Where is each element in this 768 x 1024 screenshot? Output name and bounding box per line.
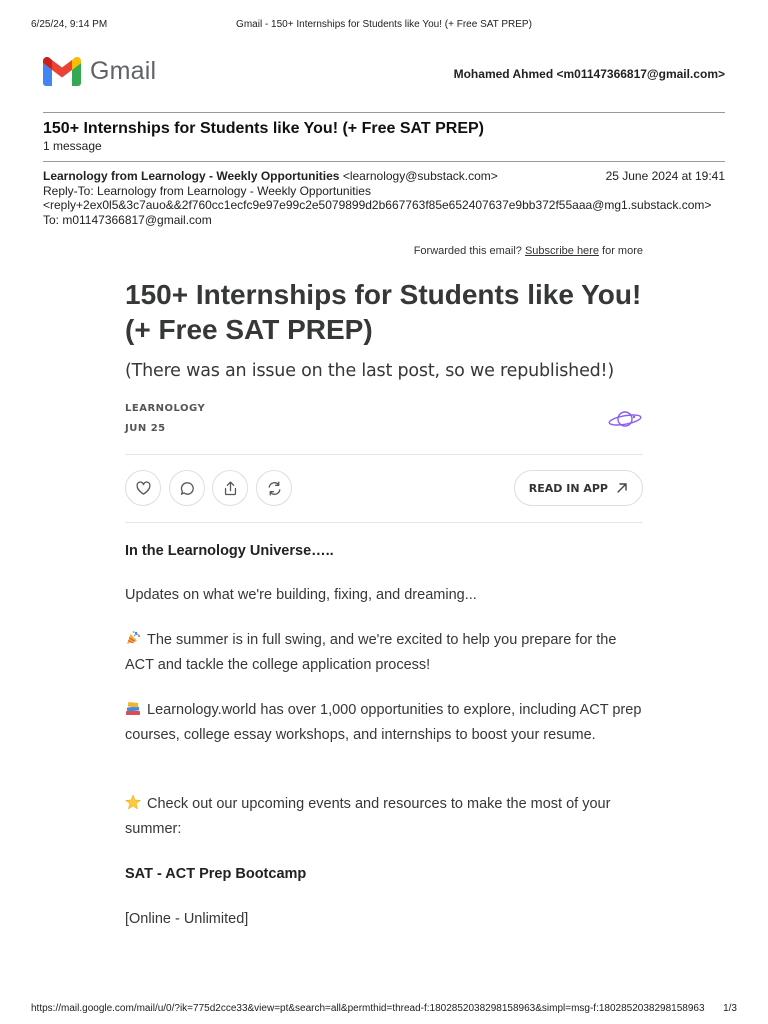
section-heading: SAT - ACT Prep Bootcamp (125, 866, 307, 882)
paragraph: [Online - Unlimited] (125, 911, 249, 927)
divider (125, 522, 643, 523)
sender-email: <learnology@substack.com> (342, 169, 498, 183)
star-icon (125, 794, 141, 810)
divider (43, 161, 725, 162)
recipient-line: To: m01147366817@gmail.com (43, 212, 212, 227)
paragraph: Learnology.world has over 1,000 opportunities to explore, including ACT prep courses, college essay workshops, and internships to boost your resume. (125, 702, 642, 743)
sender-name: Learnology from Learnology - Weekly Opportunities (43, 169, 340, 183)
account-label: Mohamed Ahmed <m01147366817@gmail.com> (453, 67, 725, 81)
print-datetime: 6/25/24, 9:14 PM (31, 19, 108, 30)
reply-to-line: Reply-To: Learnology from Learnology - Weekly Opportunities (43, 183, 371, 198)
planet-icon[interactable] (607, 408, 643, 430)
paragraph: Check out our upcoming events and resources to make the most of your summer: (125, 796, 611, 837)
print-url: https://mail.google.com/mail/u/0/?ik=775d2cce33&view=pt&search=all&permthid=thread-f:1802852038298158963&simpl=msg-f:1802852038298158963 (31, 1003, 705, 1014)
paragraph: Updates on what we're building, fixing, and dreaming... (125, 587, 477, 603)
share-button[interactable] (212, 470, 248, 506)
read-in-app-button[interactable] (514, 470, 643, 506)
comment-button[interactable] (169, 470, 205, 506)
restack-icon (266, 480, 283, 497)
restack-button[interactable] (256, 470, 292, 506)
share-icon (222, 480, 239, 497)
subscribe-link[interactable]: Subscribe here (524, 245, 599, 257)
party-popper-icon (125, 630, 141, 646)
post-author[interactable]: LEARNOLOGY (125, 403, 206, 414)
books-icon (125, 700, 141, 716)
read-in-app-label: READ IN APP (528, 481, 608, 495)
divider (125, 454, 643, 455)
thread-subject: 150+ Internships for Students like You! (+ Free SAT PREP) (43, 120, 484, 137)
message-header (43, 169, 725, 227)
arrow-up-right-icon (616, 482, 628, 494)
forward-notice (414, 245, 643, 257)
post-subtitle: (There was an issue on the last post, so we republished!) (125, 361, 614, 381)
like-button[interactable] (125, 470, 161, 506)
gmail-m-icon (43, 57, 81, 86)
paragraph: The summer is in full swing, and we're excited to help you prepare for the ACT and tackle the college application process! (125, 632, 617, 673)
message-date: 25 June 2024 at 19:41 (605, 169, 725, 183)
print-page-title: Gmail - 150+ Internships for Students like You! (+ Free SAT PREP) (236, 19, 532, 30)
gmail-logo[interactable] (43, 57, 156, 86)
print-page-number: 1/3 (723, 1003, 737, 1014)
message-count: 1 message (43, 139, 102, 153)
heart-icon (135, 480, 152, 497)
gmail-logo-text: Gmail (90, 57, 157, 85)
forward-prefix: Forwarded this email? (413, 245, 522, 257)
post-title: 150+ Internships for Students like You! (+ Free SAT PREP) (125, 279, 642, 345)
section-heading: In the Learnology Universe….. (125, 543, 334, 559)
divider (43, 112, 725, 113)
post-actions (125, 470, 643, 508)
comment-icon (179, 480, 196, 497)
gmail-header (43, 57, 725, 93)
post-date: JUN 25 (125, 423, 166, 434)
forward-suffix: for more (602, 245, 643, 257)
reply-to-address: <reply+2ex0l5&3c7auo&&2f760cc1ecfc9e97e99c2e5079899d2b667763f85e652407637e9bb372f55aaa@mg1.substack.com> (43, 198, 712, 212)
